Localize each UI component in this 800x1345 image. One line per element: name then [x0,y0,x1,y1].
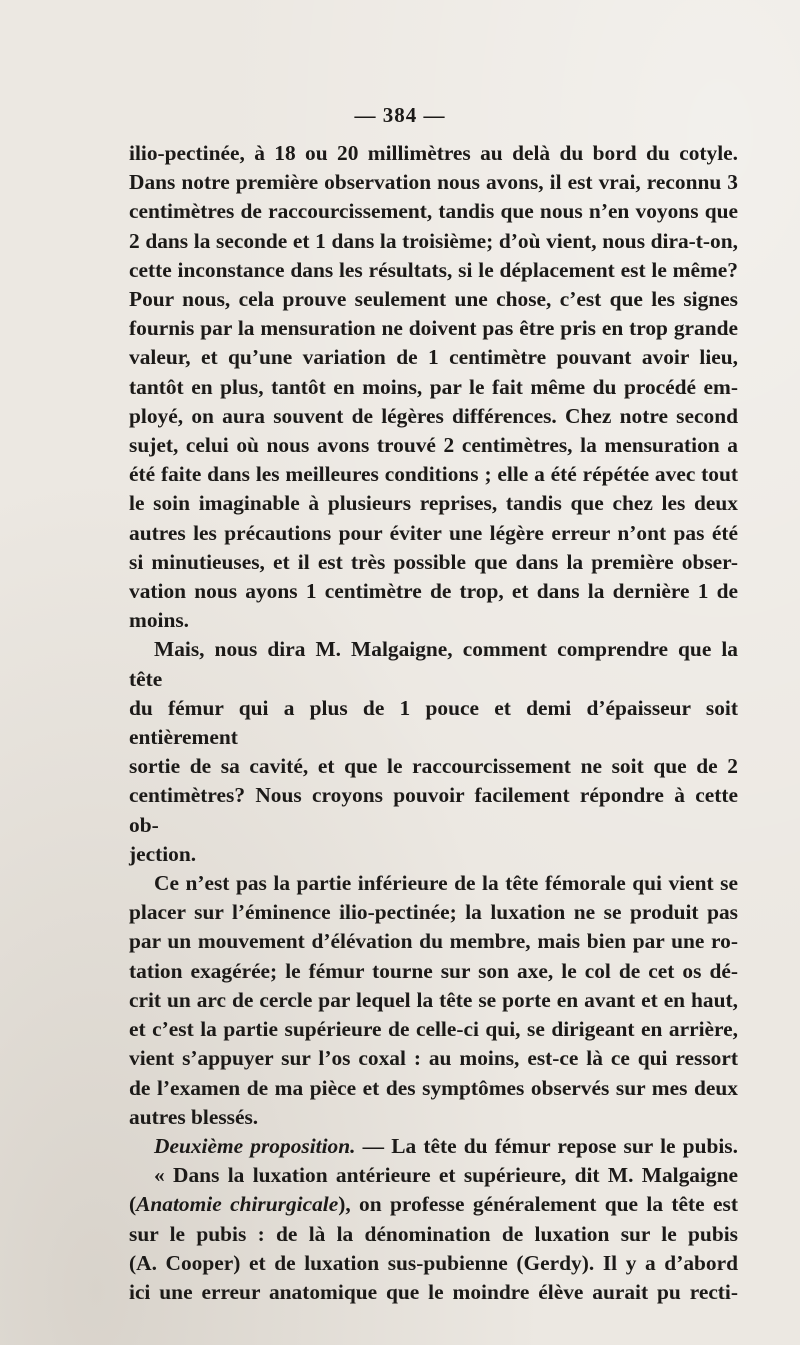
text-line: cette inconstance dans les résultats, si le déplacement est le même? [129,257,738,282]
text-line [129,1190,738,1219]
quotation-paragraph [129,1161,738,1307]
paren-open: ( [129,1192,137,1217]
text-line: ici une erreur anatomique que le moindre élève aurait pu recti- [129,1279,738,1304]
text-line: crit un arc de cercle par lequel la tête se porte en avant et en haut, [129,987,738,1012]
text-line: Ce n’est pas la partie inférieure de la tête fémorale qui vient se [154,871,738,896]
text-line: tantôt en plus, tantôt en moins, par le fait même du procédé em- [129,374,738,399]
paragraph-3 [129,869,738,1132]
text-fragment: ), on professe généralement que la tête est [338,1192,738,1217]
text-line: placer sur l’éminence ilio-pectinée; la luxation ne se produit pas [129,900,738,925]
proposition-line [129,1132,738,1161]
work-title: Anatomie chirurgicale [136,1192,339,1217]
text-line: centimètres? Nous croyons pouvoir facilement répondre à cette ob- [129,783,738,837]
text-line: autres les précautions pour éviter une légère erreur n’ont pas été [129,520,738,545]
text-line: ilio-pectinée, à 18 ou 20 millimètres au delà du bord du cotyle. [129,141,738,165]
proposition-text: — La tête du fémur repose sur le pubis. [355,1133,738,1158]
text-line: du fémur qui a plus de 1 pouce et demi d’épaisseur soit entièrement [129,695,738,750]
proposition-label: Deuxième proposition. [154,1133,356,1158]
text-line: si minutieuses, et il est très possible que dans la première obser- [129,549,738,574]
text-line: autres blessés. [129,1104,259,1129]
text-line: par un mouvement d’élévation du membre, mais bien par une ro- [129,929,738,954]
text-line: « Dans la luxation antérieure et supérieure, dit M. Malgaigne [154,1163,738,1188]
text-line: le soin imaginable à plusieurs reprises, tandis que chez les deux [129,491,738,516]
page-number: — 384 — [354,103,446,127]
text-line: moins. [129,608,190,633]
text-line: ployé, on aura souvent de légères différences. Chez notre second [129,403,738,428]
text-line: fournis par la mensuration ne doivent pas être pris en trop grande [129,316,738,341]
text-line: sujet, celui où nous avons trouvé 2 centimètres, la mensuration a [129,433,738,458]
paragraph-2 [129,635,738,869]
body-text [129,139,738,1307]
text-line: été faite dans les meilleures conditions ; elle a été répétée avec tout [129,462,738,487]
text-line: centimètres de raccourcissement, tandis que nous n’en voyons que [129,199,738,224]
paragraph-1 [129,139,738,635]
text-line: jection. [129,841,197,866]
text-line: sortie de sa cavité, et que le raccourcissement ne soit que de 2 [129,754,738,779]
text-line: vient s’appuyer sur l’os coxal : au moins, est-ce là ce qui ressort [129,1046,738,1071]
text-line: (A. Cooper) et de luxation sus-pubienne (Gerdy). Il y a d’abord [129,1250,738,1275]
text-line: sur le pubis : de là la dénomination de luxation sur le pubis [129,1221,738,1246]
text-line: vation nous ayons 1 centimètre de trop, et dans la dernière 1 de [129,579,738,604]
text-line: valeur, et qu’une variation de 1 centimètre pouvant avoir lieu, [129,345,738,370]
text-line: de l’examen de ma pièce et des symptômes observés sur mes deux [129,1075,738,1100]
text-line: tation exagérée; le fémur tourne sur son axe, le col de cet os dé- [129,958,738,983]
text-line: Dans notre première observation nous avons, il est vrai, reconnu 3 [129,170,738,195]
text-line: Mais, nous dira M. Malgaigne, comment comprendre que la tête [129,637,738,691]
text-line: 2 dans la seconde et 1 dans la troisième; d’où vient, nous dira-t-on, [129,228,738,253]
text-line: Pour nous, cela prouve seulement une chose, c’est que les signes [129,287,738,312]
text-line: et c’est la partie supérieure de celle-ci qui, se dirigeant en arrière, [129,1017,738,1042]
